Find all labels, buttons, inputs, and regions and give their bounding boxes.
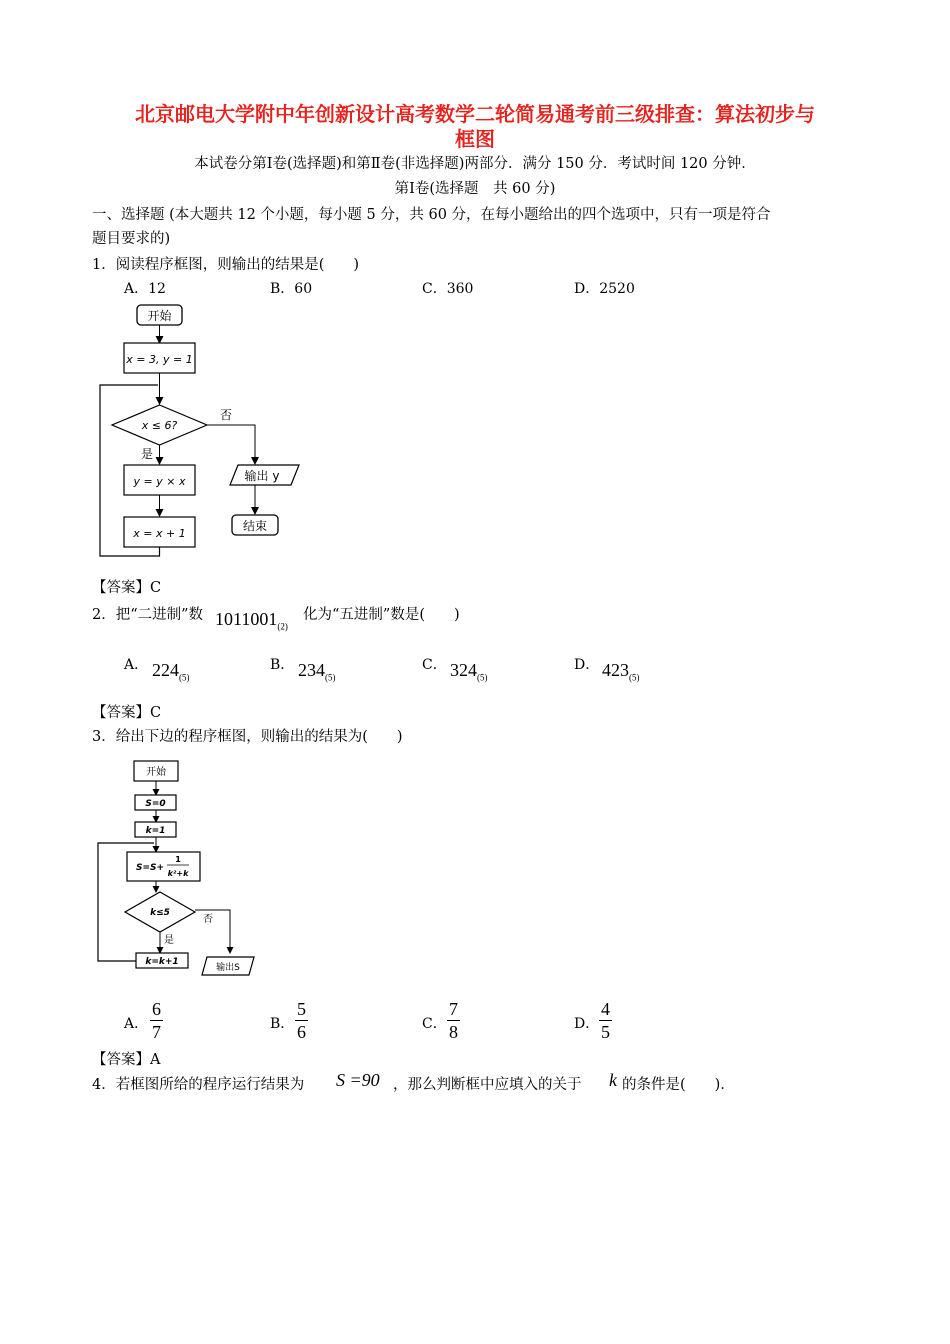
q2-option-d-label: D． bbox=[574, 657, 600, 673]
q3-s0-label: S=0 bbox=[145, 799, 166, 809]
q2-option-c-label: C． bbox=[422, 657, 447, 673]
q2-option-b-value: $234_{(5)}$ bbox=[298, 660, 336, 683]
q2-stem-part1: 2．把“二进制”数 bbox=[92, 607, 204, 623]
q1-option-c: C．360 bbox=[422, 281, 474, 297]
flow-step2-label: x = x + 1 bbox=[133, 527, 186, 540]
q4-stem-part1: 4．若框图所给的程序运行结果为 bbox=[92, 1077, 305, 1093]
q3-update-den: k²+k bbox=[167, 869, 189, 878]
q2-option-b-label: B． bbox=[270, 657, 295, 673]
q3-k1-label: k=1 bbox=[145, 826, 166, 836]
q3-option-d-label: D． bbox=[574, 1016, 600, 1032]
flow-init-label: x = 3, y = 1 bbox=[126, 353, 193, 366]
q2-answer: 【答案】C bbox=[92, 705, 162, 721]
q1-stem: 1．阅读程序框图，则输出的结果是( ) bbox=[92, 257, 360, 273]
q2-stem-part2: 化为“五进制”数是( ) bbox=[303, 607, 460, 623]
flow-no-label: 否 bbox=[220, 408, 233, 422]
q3-option-b-label: B． bbox=[270, 1016, 295, 1032]
q2-binary-number: $1011001_{(2)}$ bbox=[215, 609, 288, 632]
section-heading: 第Ⅰ卷(选择题 共 60 分) bbox=[394, 181, 556, 197]
q4-stem-part2: ，那么判断框中应填入的关于 bbox=[393, 1077, 582, 1093]
flow-step1-label: y = y × x bbox=[133, 475, 186, 488]
instructions-line2: 题目要求的) bbox=[92, 231, 171, 247]
q3-yes-label: 是 bbox=[164, 935, 174, 946]
exam-intro: 本试卷分第Ⅰ卷(选择题)和第Ⅱ卷(非选择题)两部分．满分 150 分．考试时间 120 分钟． bbox=[194, 156, 756, 172]
document-title-line1: 北京邮电大学附中年创新设计高考数学二轮简易通考前三级排查：算法初步与 bbox=[135, 102, 815, 126]
document-title-line2: 框图 bbox=[455, 127, 495, 151]
q2-option-c-value: $324_{(5)}$ bbox=[450, 660, 488, 683]
q3-flowchart bbox=[92, 755, 267, 985]
q3-option-b-fraction: $\frac{5}{6}$ bbox=[297, 999, 306, 1042]
q4-expression: S =90 bbox=[336, 1070, 380, 1090]
q3-inc-label: k=k+1 bbox=[145, 957, 179, 967]
q2-option-a-label: A． bbox=[124, 657, 149, 673]
q3-condition-label: k≤5 bbox=[150, 908, 170, 918]
flow-condition-label: x ≤ 6? bbox=[141, 419, 178, 432]
q3-update-left: S=S+ bbox=[135, 863, 165, 873]
q3-option-a-fraction: $\frac{6}{7}$ bbox=[152, 999, 161, 1042]
q3-update-num: 1 bbox=[175, 855, 181, 864]
flow-yes-label: 是 bbox=[141, 447, 154, 461]
q4-stem-part3: 的条件是( )． bbox=[622, 1077, 735, 1093]
q3-start-label: 开始 bbox=[146, 767, 166, 778]
q3-option-c-fraction: $\frac{7}{8}$ bbox=[449, 999, 458, 1042]
q1-answer: 【答案】C bbox=[92, 580, 162, 596]
q3-option-d-fraction: $\frac{4}{5}$ bbox=[601, 999, 610, 1042]
q1-option-b: B．60 bbox=[270, 281, 313, 297]
q3-answer: 【答案】A bbox=[92, 1052, 161, 1068]
q3-option-a-label: A． bbox=[124, 1016, 149, 1032]
q2-option-a-value: $224_{(5)}$ bbox=[152, 660, 190, 683]
q4-variable: k bbox=[609, 1070, 617, 1090]
q1-flowchart bbox=[95, 295, 315, 565]
q3-option-c-label: C． bbox=[422, 1016, 447, 1032]
q3-output-label: 输出S bbox=[216, 963, 240, 973]
q3-stem: 3．给出下边的程序框图，则输出的结果为( ) bbox=[92, 729, 403, 745]
q3-no-label: 否 bbox=[203, 914, 213, 925]
q2-option-d-value: $423_{(5)}$ bbox=[602, 660, 640, 683]
q1-option-a: A．12 bbox=[124, 281, 166, 297]
flow-output-label: 输出 y bbox=[244, 469, 280, 483]
q1-option-d: D．2520 bbox=[574, 281, 635, 297]
flow-start-label: 开始 bbox=[147, 309, 172, 323]
instructions-line1: 一、选择题 (本大题共 12 个小题，每小题 5 分，共 60 分，在每小题给出的四个选项中，只有一项是符合 bbox=[92, 207, 771, 223]
flow-end-label: 结束 bbox=[242, 519, 268, 533]
